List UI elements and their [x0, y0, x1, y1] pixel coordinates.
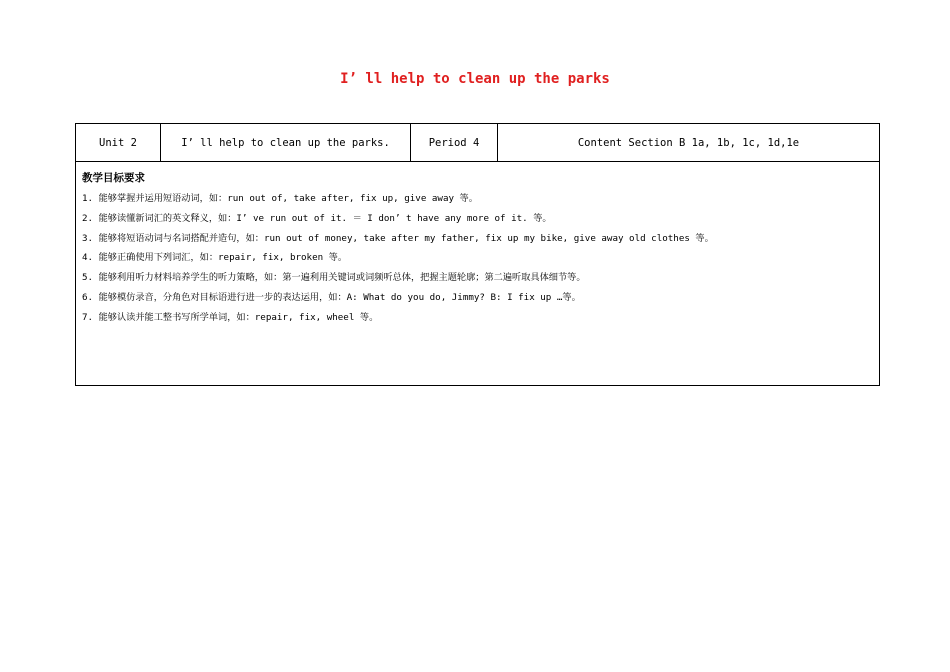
unit-cell: Unit 2: [76, 124, 161, 161]
objective-item: 4. 能够正确使用下列词汇，如：repair, fix, broken 等。: [82, 252, 348, 264]
objective-item: 5. 能够利用听力材料培养学生的听力策略，如：第一遍利用关键词或词频听总体，把握主题轮廓；第二遍听取具体细节等。: [82, 272, 586, 284]
objectives-heading: 教学目标要求: [82, 172, 145, 184]
objective-item: 7. 能够认读并能工整书写所学单词，如：repair, fix, wheel 等。: [82, 311, 379, 323]
lesson-plan-table: [75, 123, 880, 386]
content-cell: Content Section B 1a, 1b, 1c, 1d,1e: [577, 136, 800, 149]
objective-item: 1. 能够掌握并运用短语动词，如：run out of, take after, fix up, give away 等。: [82, 193, 478, 204]
period-cell: Period 4: [411, 124, 498, 161]
objective-item: 6. 能够模仿录音，分角色对目标语进行进一步的表达运用，如：A: What do you do, Jimmy? B: I fix up …等。: [82, 291, 581, 303]
teaching-objectives-section: [76, 162, 879, 328]
topic-cell: I’ ll help to clean up the parks.: [161, 124, 411, 161]
table-header-row: [76, 124, 879, 162]
objective-item: 3. 能够将短语动词与名词搭配并造句，如：run out of money, take after my father, fix up my bike, give away old clothes 等。: [82, 232, 714, 244]
document-title: I’ ll help to clean up the parks: [340, 71, 610, 87]
objective-item: 2. 能够读懂新词汇的英文释义，如：I’ ve run out of it. ＝ I don’ t have any more of it. 等。: [82, 212, 552, 224]
